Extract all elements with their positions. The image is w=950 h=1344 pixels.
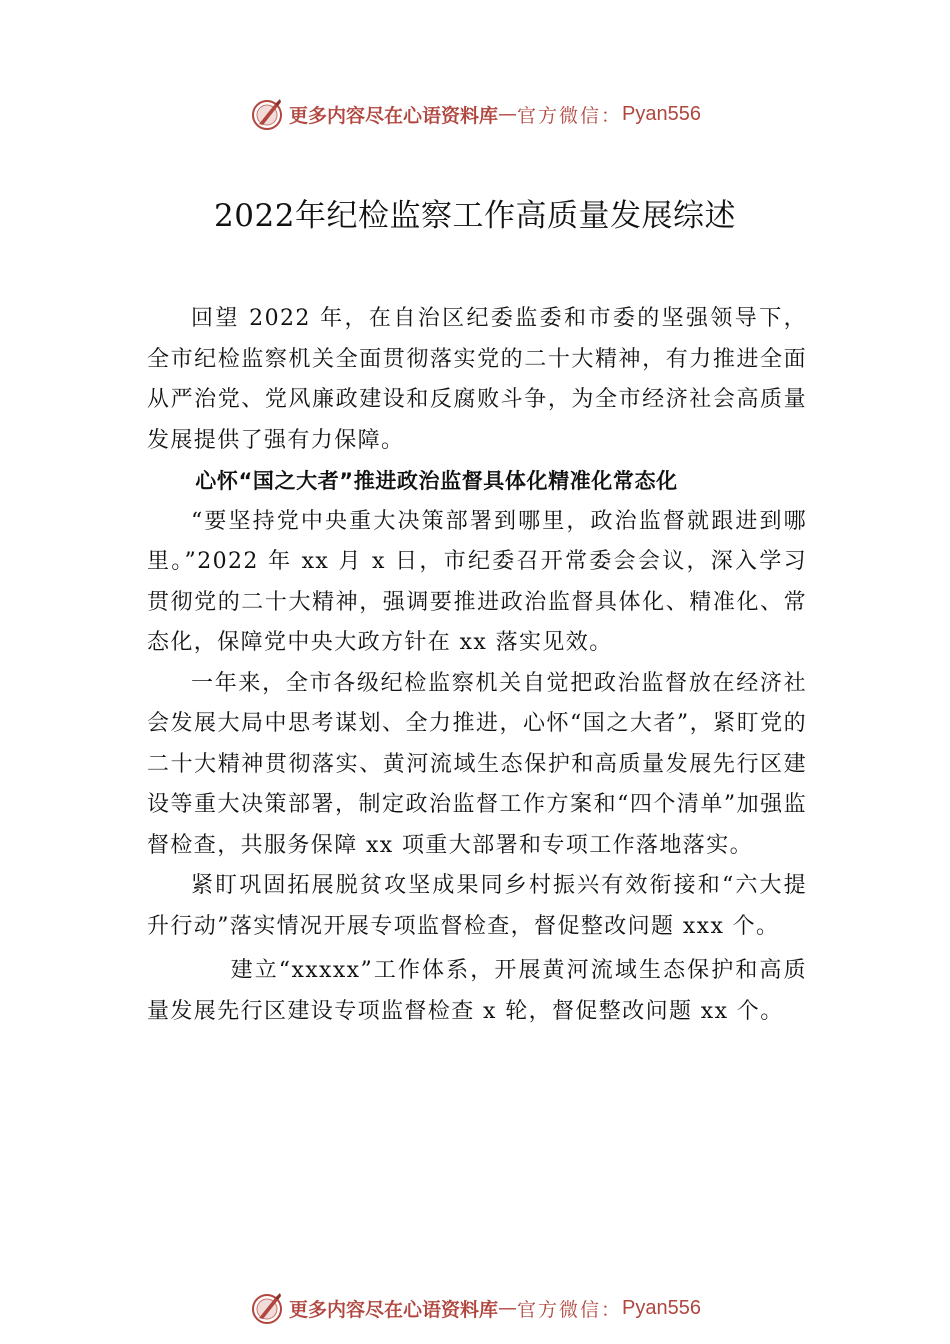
watermark-brand: 更多内容尽在心语资料库 <box>289 1298 499 1321</box>
section-paragraph-2: 一年来，全市各级纪检监察机关自觉把政治监督放在经济社会发展大局中思考谋划、全力推进，心怀“国之大者”，紧盯党的二十大精神贯彻落实、黄河流域生态保护和高质量发展先行区建设等重大决策部署，制定政治监督工作方案和“四个清单”加强监督检查，共服务保障 xx 项重大部署和专项工作落地落实。 <box>147 670 807 858</box>
intro-paragraph: 回望 2022 年，在自治区纪委监委和市委的坚强领导下，全市纪检监察机关全面贯彻落实党的二十大精神，有力推进全面从严治党、党风廉政建设和反腐败斗争，为全市经济社会高质量发展提供了强有力保障。 <box>147 306 807 453</box>
quill-pen-seal-icon <box>249 96 285 132</box>
section-paragraph-1: “要坚持党中央重大决策部署到哪里，政治监督就跟进到哪里。”2022 年 xx 月 x 日，市纪委召开常委会会议，深入学习贯彻党的二十大精神，强调要推进政治监督具体化、精准化、常态化，保障党中央大政方针在 xx 落实见效。 <box>147 508 807 655</box>
quill-pen-seal-icon <box>249 1290 285 1326</box>
watermark-channel: 官方微信： <box>517 104 623 127</box>
watermark-dash: — <box>498 103 518 125</box>
watermark-wechat-id: Pyan556 <box>622 102 701 125</box>
watermark-brand: 更多内容尽在心语资料库 <box>289 104 499 127</box>
footer-watermark <box>0 1288 950 1328</box>
section-paragraph-3: 紧盯巩固拓展脱贫攻坚成果同乡村振兴有效衔接和“六大提升行动”落实情况开展专项监督检查，督促整改问题 xxx 个。 <box>147 873 807 939</box>
header-watermark <box>0 94 950 134</box>
watermark-channel: 官方微信： <box>517 1298 623 1321</box>
watermark-wechat-id: Pyan556 <box>622 1296 701 1319</box>
section-heading: 心怀“国之大者”推进政治监督具体化精准化常态化 <box>195 469 678 493</box>
document-title: 2022年纪检监察工作高质量发展综述 <box>214 198 736 234</box>
document-body <box>147 299 807 1032</box>
watermark-dash: — <box>498 1297 518 1319</box>
section-paragraph-4: 建立“xxxxx”工作体系，开展黄河流域生态保护和高质量发展先行区建设专项监督检查 x 轮，督促整改问题 xx 个。 <box>147 958 807 1024</box>
